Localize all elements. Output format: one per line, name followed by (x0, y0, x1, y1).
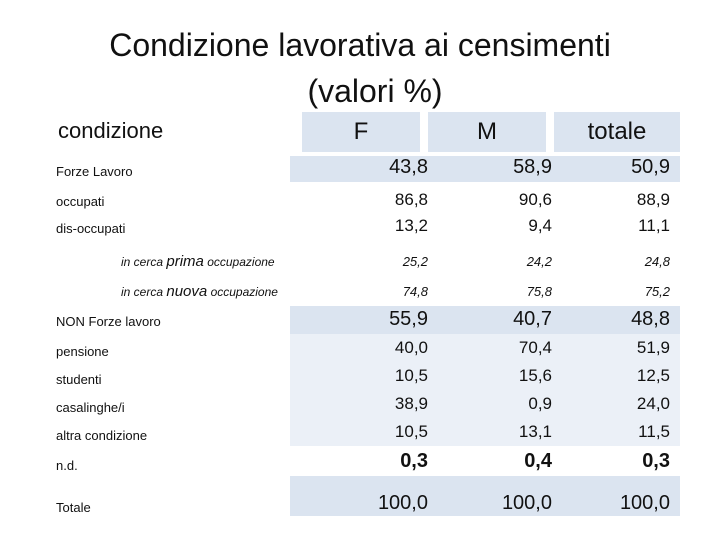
header-condizione: condizione (58, 118, 164, 143)
header-col-totale: totale (554, 112, 680, 152)
page-title (0, 22, 720, 114)
header-col-f: F (302, 112, 420, 152)
title-line-1: Condizione lavorativa ai censimenti (109, 27, 611, 63)
band-non-forze-detail (290, 334, 680, 446)
band-forze-lavoro (290, 156, 680, 182)
title-line-2: (valori %) (307, 73, 443, 109)
header-col-m: M (428, 112, 546, 152)
band-non-forze (290, 306, 680, 334)
